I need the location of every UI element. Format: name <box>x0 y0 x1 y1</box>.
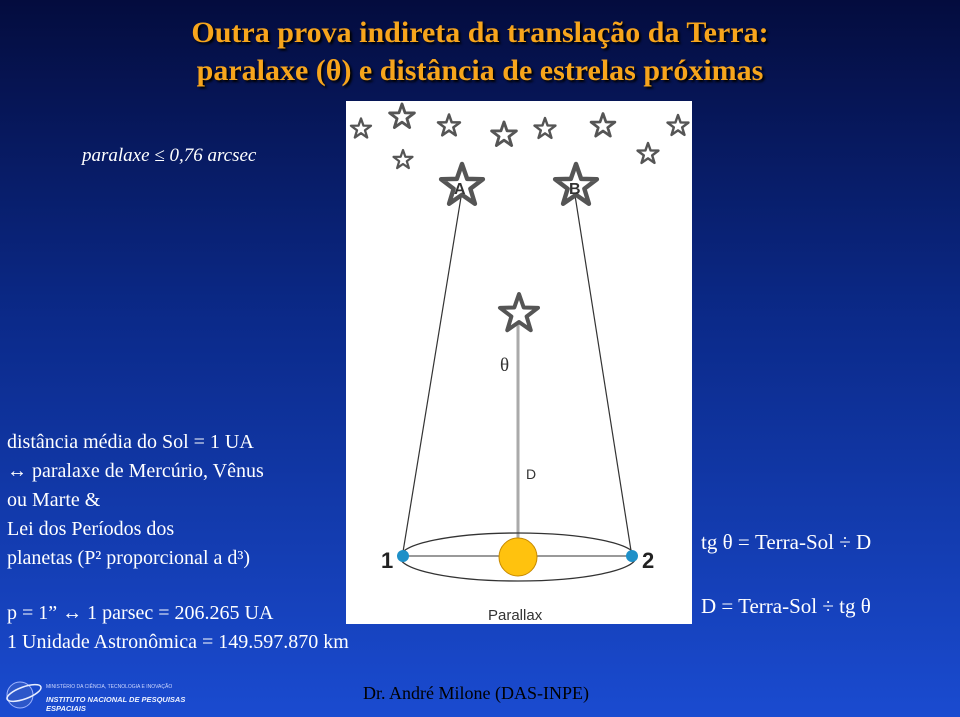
earth-position-2-icon <box>626 550 638 562</box>
star-icon <box>351 119 371 138</box>
star-icon <box>492 122 517 146</box>
distance-label: D <box>526 466 537 482</box>
inpe-emblem-icon <box>4 676 44 712</box>
parallax-diagram-svg <box>346 101 692 624</box>
figure-caption: Parallax <box>488 607 543 624</box>
note-line-1: distância média do Sol = 1 UA <box>7 431 254 453</box>
au-line: 1 Unidade Astronômica = 149.597.870 km <box>7 631 349 653</box>
label-a: A <box>454 181 466 198</box>
position-1-label: 1 <box>381 548 394 573</box>
star-icon <box>638 143 659 163</box>
slide-title-line1: Outra prova indireta da translação da Terra: <box>191 16 769 49</box>
institute-label: INSTITUTO NACIONAL DE PESQUISAS ESPACIAIS <box>46 695 186 713</box>
note-line-4: Lei dos Períodos dos <box>7 518 175 540</box>
star-icon <box>393 150 412 168</box>
earth-position-1-icon <box>397 550 409 562</box>
formula-distance: D = Terra-Sol ÷ tg θ <box>701 594 871 618</box>
note-line-2: ↔ paralaxe de Mercúrio, Vênus <box>7 460 264 482</box>
note-line-3: ou Marte & <box>7 489 101 511</box>
background-stars <box>351 104 688 168</box>
parallax-note: paralaxe ≤ 0,76 arcsec <box>82 145 257 166</box>
position-2-label: 2 <box>642 548 655 573</box>
star-icon <box>535 118 556 138</box>
theta-label: θ <box>500 355 510 376</box>
formula-tan-theta: tg θ = Terra-Sol ÷ D <box>701 530 872 554</box>
star-icon <box>390 104 415 128</box>
slide-footer: Dr. André Milone (DAS-INPE) <box>363 683 589 703</box>
inpe-logo <box>4 676 204 712</box>
star-icon <box>438 115 460 136</box>
parallax-diagram <box>346 101 692 624</box>
parsec-line: p = 1” ↔ 1 parsec = 206.265 UA <box>7 602 274 624</box>
star-icon <box>668 115 689 135</box>
ministry-label: MINISTÉRIO DA CIÊNCIA, TECNOLOGIA E INOVAÇÃO <box>46 684 173 690</box>
sun-icon <box>499 538 537 576</box>
label-b: B <box>569 181 581 198</box>
note-line-5: planetas (P² proporcional a d³) <box>7 547 251 569</box>
star-icon <box>591 114 615 137</box>
slide-title-line2: paralaxe (θ) e distância de estrelas próximas <box>196 54 764 87</box>
